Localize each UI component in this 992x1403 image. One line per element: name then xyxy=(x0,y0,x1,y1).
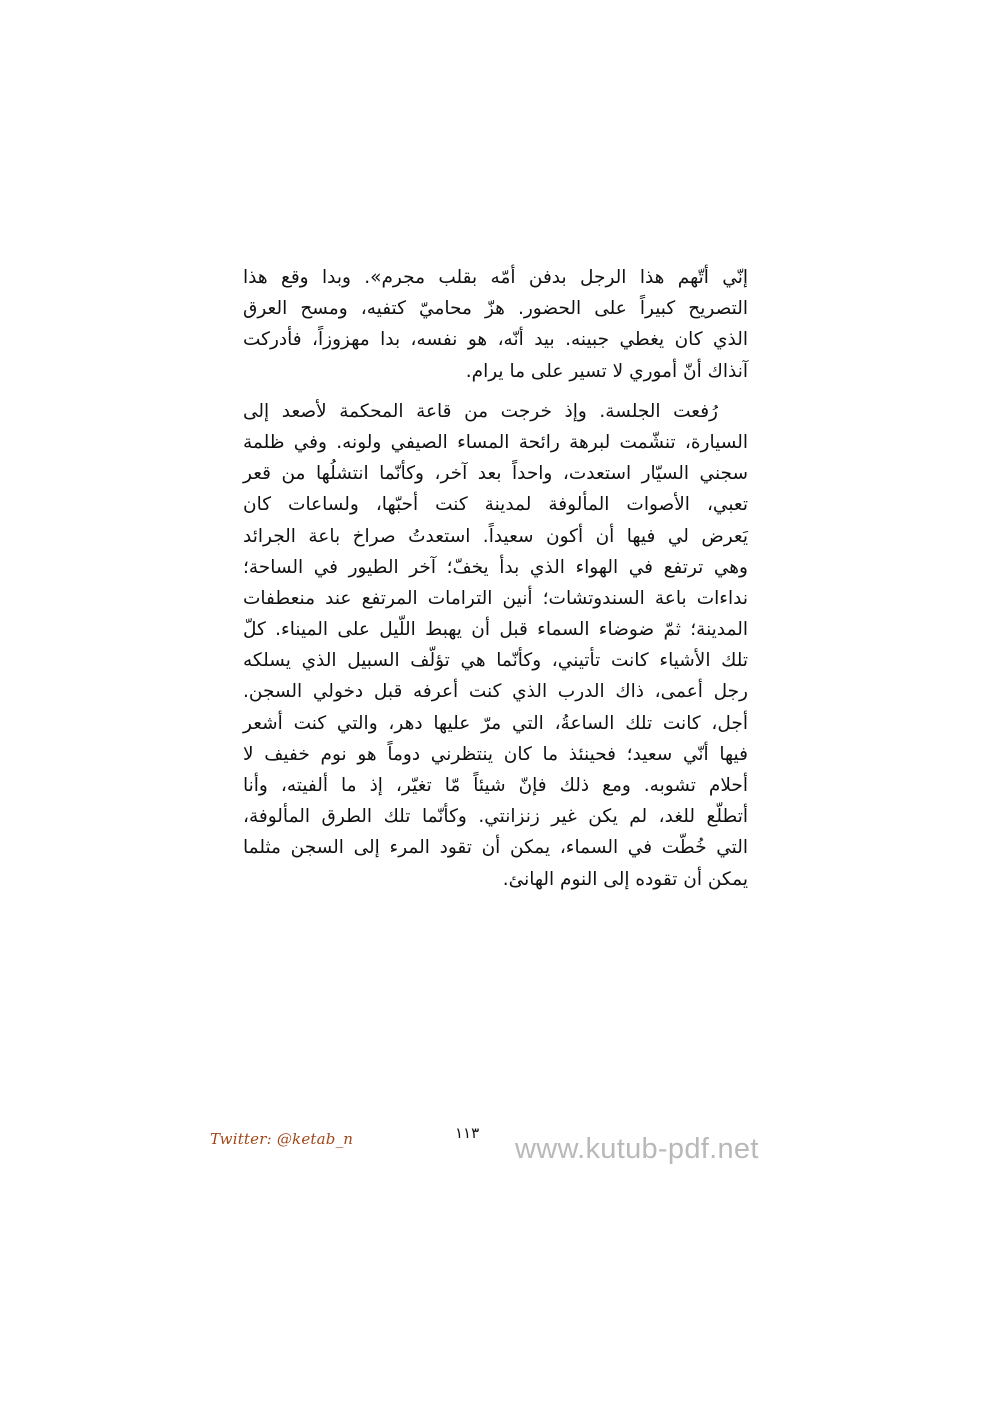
paragraph-1 xyxy=(243,262,748,387)
text-line: رجل أعمى، ذاك الدرب الذي كنت أعرفه قبل دخولي السجن. xyxy=(243,681,748,703)
twitter-handle: Twitter: @ketab_n xyxy=(210,1130,354,1148)
text-line: أجل، كانت تلك الساعةُ، التي مرّ عليها دهر، والتي كنت أشعر xyxy=(243,712,748,734)
text-line: المدينة؛ ثمّ ضوضاء السماء قبل أن يهبط اللّيل على الميناء. كلّ xyxy=(243,619,748,641)
text-line: وهي ترتفع في الهواء الذي بدأ يخفّ؛ آخر الطيور في الساحة؛ xyxy=(243,556,748,578)
text-line: يَعرض لي فيها أن أكون سعيداً. استعدتُ صراخ باعة الجرائد xyxy=(243,525,748,547)
text-line: التي خُطّت في السماء، يمكن أن تقود المرء إلى السجن مثلما xyxy=(243,837,748,859)
text-line: نداءات باعة السندوتشات؛ أنين الترامات المرتفع عند منعطفات xyxy=(243,587,748,609)
text-line: أتطلّع للغد، لم يكن غير زنزانتي. وكأنّما تلك الطرق المألوفة، xyxy=(243,806,748,828)
text-line: التصريح كبيراً على الحضور. هزّ محاميّ كتفيه، ومسح العرق xyxy=(243,298,748,320)
text-line: الذي كان يغطي جبينه. بيد أنّه، هو نفسه، بدا مهزوزاً، فأدركت xyxy=(243,329,748,351)
body-text xyxy=(243,262,748,895)
text-line: تعبي، الأصوات المألوفة لمدينة كنت أحبّها، ولساعات كان xyxy=(243,494,748,516)
text-line: إنّي أتّهم هذا الرجل بدفن أمّه بقلب مجرم». وبدا وقع هذا xyxy=(243,267,748,288)
text-line: السيارة، تنشّمت لبرهة رائحة المساء الصيفي ولونه. وفي ظلمة xyxy=(243,431,748,453)
text-line: آنذاك أنّ أموري لا تسير على ما يرام. xyxy=(465,360,748,382)
text-line: فيها أنّي سعيد؛ فحينئذ ما كان ينتظرني دوماً هو نوم خفيف لا xyxy=(243,743,748,765)
page-number: ١١٣ xyxy=(455,1124,480,1142)
text-line: يمكن أن تقوده إلى النوم الهانئ. xyxy=(502,868,748,890)
text-line: رُفعت الجلسة. وإذ خرجت من قاعة المحكمة لأصعد إلى xyxy=(243,400,718,422)
watermark-url: www.kutub-pdf.net xyxy=(515,1133,759,1165)
paragraph-2 xyxy=(243,396,748,895)
text-line: سجني السيّار استعدت، واحداً بعد آخر، وكأنّما انتشلُها من قعر xyxy=(243,463,748,485)
text-line: تلك الأشياء كانت تأتيني، وكأنّما هي تؤلّف السبيل الذي يسلكه xyxy=(243,650,748,672)
text-line: أحلام تشوبه. ومع ذلك فإنّ شيئاً مّا تغيّر، إذ ما ألفيته، وأنا xyxy=(243,775,748,796)
paragraph-spacer xyxy=(243,387,748,396)
